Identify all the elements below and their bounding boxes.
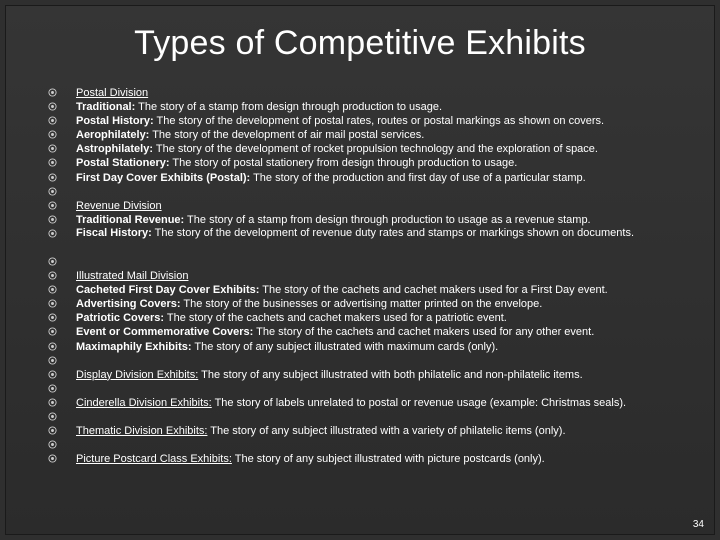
list-item-heading: Astrophilately:: [76, 143, 154, 156]
list-item-heading: Patriotic Covers:: [76, 312, 165, 325]
list-item-text: [76, 100, 442, 114]
list-item-description: The story of the cachets and cachet makers used for a First Day event.: [259, 284, 608, 297]
list-item-heading: Aerophilately:: [76, 129, 150, 142]
target-bullet-icon: [48, 144, 57, 153]
target-bullet-icon: [48, 88, 57, 97]
list-item-text: [76, 283, 608, 297]
target-bullet-icon: [48, 327, 57, 336]
target-bullet-icon: [48, 384, 57, 393]
list-item: [0, 86, 720, 100]
list-item-description: The story of labels unrelated to postal or revenue usage (example: Christmas seals).: [211, 396, 627, 409]
list-item-description: The story of any subject illustrated with picture postcards (only).: [231, 453, 545, 466]
list-item-text: [76, 114, 604, 128]
list-item-heading: Advertising Covers:: [76, 298, 181, 311]
list-item-heading: Event or Commemorative Covers:: [76, 326, 254, 339]
list-item-description: The story of a stamp from design through production to usage.: [135, 101, 443, 114]
target-bullet-icon: [48, 229, 57, 238]
list-item-heading: Postal History:: [76, 115, 154, 128]
list-item-text: [76, 368, 583, 382]
list-item: [0, 410, 720, 424]
list-item-description: The story of any subject illustrated with both philatelic and non-philatelic items.: [198, 368, 583, 381]
list-item-heading: Postal Stationery:: [76, 157, 170, 170]
list-item: [0, 424, 720, 438]
list-item-text: [76, 396, 626, 410]
target-bullet-icon: [48, 370, 57, 379]
list-item-text: [76, 452, 545, 466]
target-bullet-icon: [48, 173, 57, 182]
list-item-description: The story of the cachets and cachet makers used for any other event.: [253, 326, 595, 339]
list-item-description: The story of any subject illustrated with maximum cards (only).: [191, 340, 499, 353]
list-item-text: [76, 199, 162, 213]
list-item-heading: Illustrated Mail Division: [76, 270, 189, 283]
list-item: [0, 171, 720, 185]
target-bullet-icon: [48, 426, 57, 435]
list-item: [0, 269, 720, 283]
target-bullet-icon: [48, 285, 57, 294]
list-item-heading: Cacheted First Day Cover Exhibits:: [76, 284, 260, 297]
list-item: [0, 227, 720, 255]
list-item: [0, 142, 720, 156]
list-item: [0, 114, 720, 128]
list-item-text: [76, 325, 594, 339]
list-item-heading: Picture Postcard Class Exhibits:: [76, 453, 232, 466]
list-item: [0, 438, 720, 452]
bullet-list: [0, 86, 720, 466]
list-item-description: The story of the development of revenue duty rates and stamps or markings shown on documents.: [151, 226, 635, 239]
list-item: [0, 283, 720, 297]
list-item-heading: Traditional:: [76, 101, 136, 114]
list-item-text: [76, 340, 498, 354]
list-item-heading: Revenue Division: [76, 199, 162, 212]
list-item: [0, 452, 720, 466]
list-item-description: The story of the businesses or advertising matter printed on the envelope.: [180, 298, 543, 311]
list-item: [0, 255, 720, 269]
list-item: [0, 311, 720, 325]
list-item: [0, 340, 720, 354]
target-bullet-icon: [48, 116, 57, 125]
target-bullet-icon: [48, 271, 57, 280]
list-item-heading: Postal Division: [76, 87, 149, 99]
list-item: [0, 396, 720, 410]
list-item-text: [76, 228, 696, 239]
list-item-heading: First Day Cover Exhibits (Postal):: [76, 171, 251, 184]
list-item-description: The story of the production and first day of use of a particular stamp.: [250, 171, 586, 184]
list-item-text: [76, 156, 517, 170]
target-bullet-icon: [48, 102, 57, 111]
list-item-description: The story of postal stationery from design through production to usage.: [169, 157, 518, 170]
list-item: [0, 213, 720, 227]
slide-title: Types of Competitive Exhibits: [134, 24, 586, 62]
list-item-description: The story of the development of postal rates, routes or postal markings as shown on covers.: [153, 115, 605, 128]
list-item-description: The story of the development of rocket propulsion technology and the exploration of space.: [153, 143, 598, 156]
list-item-heading: Cinderella Division Exhibits:: [76, 396, 212, 409]
target-bullet-icon: [48, 187, 57, 196]
list-item-description: The story of the development of air mail postal services.: [149, 129, 425, 142]
target-bullet-icon: [48, 313, 57, 322]
target-bullet-icon: [48, 356, 57, 365]
list-item: [0, 100, 720, 114]
list-item-description: The story of a stamp from design through production to usage as a revenue stamp.: [184, 213, 591, 226]
page-number: 34: [692, 519, 704, 530]
list-item: [0, 382, 720, 396]
list-item-heading: Fiscal History:: [76, 226, 152, 239]
list-item: [0, 199, 720, 213]
list-item-text: [76, 213, 591, 227]
list-item-heading: Display Division Exhibits:: [76, 368, 199, 381]
list-item: [0, 354, 720, 368]
list-item-description: The story of the cachets and cachet makers used for a patriotic event.: [164, 312, 507, 325]
list-item: [0, 128, 720, 142]
target-bullet-icon: [48, 130, 57, 139]
target-bullet-icon: [48, 342, 57, 351]
list-item-heading: Thematic Division Exhibits:: [76, 425, 208, 438]
target-bullet-icon: [48, 398, 57, 407]
list-item-text: [76, 311, 507, 325]
target-bullet-icon: [48, 454, 57, 463]
list-item: [0, 156, 720, 170]
list-item-text: [76, 269, 188, 283]
list-item: [0, 185, 720, 199]
list-item-heading: Traditional Revenue:: [76, 213, 185, 226]
target-bullet-icon: [48, 201, 57, 210]
target-bullet-icon: [48, 299, 57, 308]
list-item-text: [76, 424, 566, 438]
list-item: [0, 368, 720, 382]
target-bullet-icon: [48, 412, 57, 421]
target-bullet-icon: [48, 257, 57, 266]
target-bullet-icon: [48, 215, 57, 224]
list-item-description: The story of any subject illustrated with a variety of philatelic items (only).: [207, 425, 566, 438]
list-item-text: [76, 297, 542, 311]
target-bullet-icon: [48, 158, 57, 167]
list-item-text: [76, 128, 424, 142]
list-item-text: [76, 142, 598, 156]
list-item: [0, 297, 720, 311]
target-bullet-icon: [48, 440, 57, 449]
list-item-text: [76, 86, 148, 100]
list-item-heading: Maximaphily Exhibits:: [76, 340, 192, 353]
list-item-text: [76, 171, 586, 185]
list-item: [0, 325, 720, 339]
